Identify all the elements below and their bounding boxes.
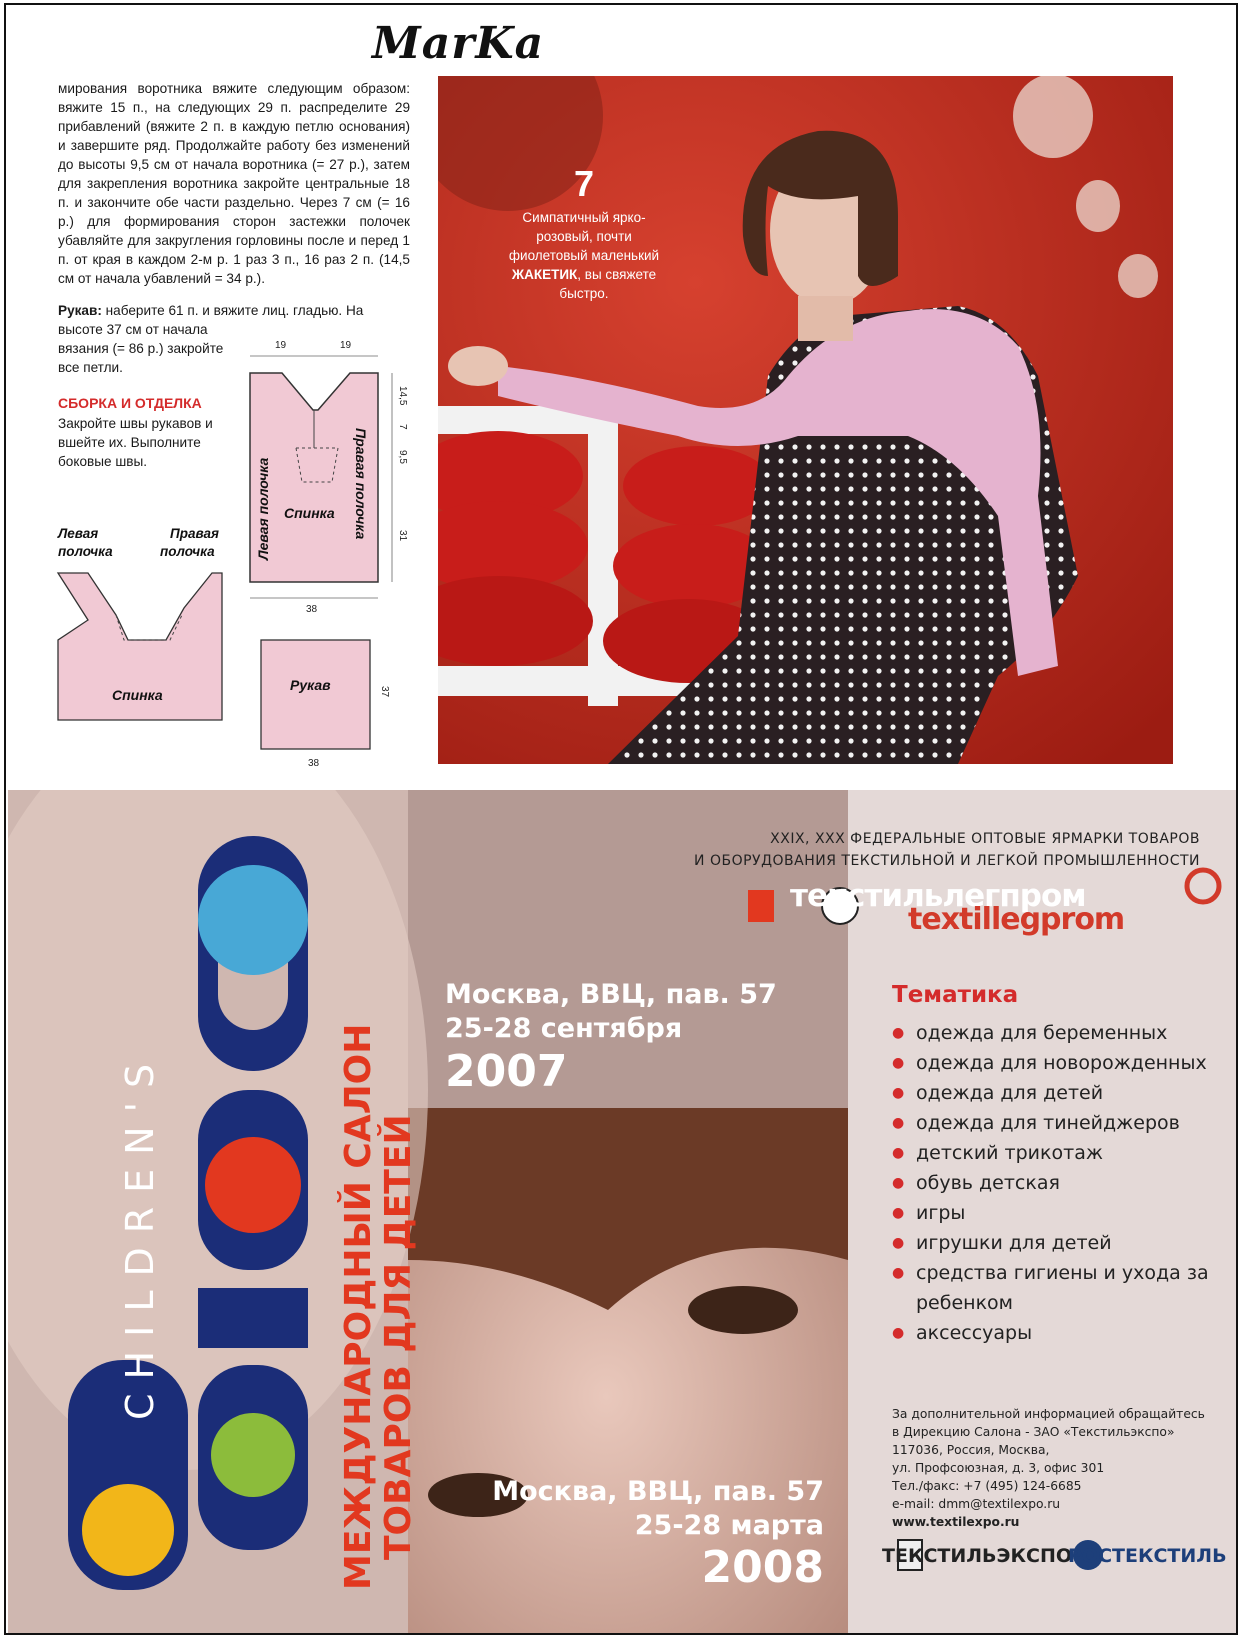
themes-title: Тематика: [892, 982, 1019, 1008]
event1-place: Москва, ВВЦ, пав. 57: [445, 979, 777, 1010]
sleeve-text: наберите 61 п. и вяжите лиц. гладью. На высоте 37 см от начала: [58, 303, 364, 337]
caption-number: 7: [574, 163, 595, 204]
textilexpo-logo: ТЕКСТИЛЬЭКСПО: [882, 1545, 1073, 1567]
back-label-2: Спинка: [112, 687, 163, 703]
child-eye-1: [688, 1286, 798, 1334]
pillow-4: [623, 446, 773, 526]
mirror-3: [1118, 254, 1158, 298]
small-left-1: Левая: [58, 526, 99, 541]
theme-item: ● одежда для новорожденных: [892, 1048, 1216, 1078]
left-front-label: Левая полочка: [255, 457, 271, 560]
event2-dates: 25-28 марта: [634, 1510, 824, 1541]
salon-o-red: [205, 1137, 301, 1233]
contact-line: За дополнительной информацией обращайтесь: [892, 1407, 1205, 1421]
fair-header-2: И ОБОРУДОВАНИЯ ТЕКСТИЛЬНОЙ И ЛЕГКОЙ ПРОМЫШЛЕННОСТИ: [694, 853, 1200, 869]
small-right-1: Правая: [170, 526, 219, 541]
photo-caption: [508, 208, 660, 303]
moscow-emblem: [748, 890, 774, 922]
sleeve-text-2: вязания (= 86 р.) закройте все петли.: [58, 341, 224, 375]
right-front-label: Правая полочка: [353, 428, 369, 540]
brand-en: textillegprom: [908, 902, 1125, 937]
theme-item: ● одежда для беременных: [892, 1018, 1216, 1048]
event-2007: [445, 978, 777, 1098]
fair-header: [580, 828, 1200, 872]
theme-item: ● детский трикотаж: [892, 1138, 1216, 1168]
small-left-2: полочка: [58, 544, 113, 559]
theme-item: ● одежда для детей: [892, 1078, 1216, 1108]
caption-bold: ЖАКЕТИК: [511, 267, 578, 282]
theme-item: ● аксессуары: [892, 1318, 1216, 1348]
salon-subtitle-2: ТОВАРОВ ДЛЯ ДЕТЕЙ: [378, 1114, 419, 1560]
dim-7: 7: [397, 424, 408, 430]
event2-place: Москва, ВВЦ, пав. 57: [492, 1476, 824, 1507]
event-2008: [492, 1475, 824, 1593]
small-right-2: полочка: [160, 544, 215, 559]
neck: [798, 296, 853, 341]
contact-info: [892, 1405, 1205, 1531]
assembly-title: СБОРКА И ОТДЕЛКА: [58, 395, 202, 411]
dim-37: 37: [379, 686, 390, 698]
childrens-vertical: CHILDREN'S: [118, 1049, 162, 1420]
salon-s-yellow: [82, 1484, 174, 1576]
mirror-1: [1013, 76, 1093, 158]
caption-pre: Симпатичный ярко-розовый, почти фиолетовый маленький: [508, 210, 660, 263]
theme-item: ● игры: [892, 1198, 1216, 1228]
themes-list: [892, 1018, 1216, 1348]
contact-line: 117036, Россия, Москва,: [892, 1443, 1050, 1457]
dim-14-5: 14,5: [397, 386, 408, 406]
event2-year: 2008: [701, 1542, 824, 1593]
theme-item: ● средства гигиены и ухода за ребенком: [892, 1258, 1216, 1318]
dim-19a: 19: [275, 340, 287, 351]
dim-19b: 19: [340, 340, 352, 351]
dim-38b: 38: [308, 758, 320, 769]
caption-post: , вы свяжете быстро.: [559, 267, 657, 301]
theme-item: ● одежда для тинейджеров: [892, 1108, 1216, 1138]
pattern-diagram: [0, 0, 438, 790]
theme-item: ● игрушки для детей: [892, 1228, 1216, 1258]
contact-line: Тел./факс: +7 (495) 124-6685: [892, 1479, 1082, 1493]
watermark: MarKa: [372, 18, 545, 69]
contact-line: в Дирекцию Салона - ЗАО «Текстильэкспо»: [892, 1425, 1175, 1439]
model-photo: [438, 76, 1173, 764]
rostextile-logo: РОСТЕКСТИЛЬ: [1068, 1545, 1227, 1567]
sleeve-label: Рукав: [290, 677, 331, 693]
mirror-2: [1076, 180, 1120, 232]
assembly-text: Закройте швы рукавов и вшейте их. Выполните боковые швы.: [58, 416, 213, 469]
sleeve-label-inline: Рукав:: [58, 303, 102, 318]
contact-line: ул. Профсоюзная, д. 3, офис 301: [892, 1461, 1105, 1475]
salon-o-blue: [198, 865, 308, 975]
contact-url[interactable]: www.textilexpo.ru: [892, 1515, 1020, 1529]
dim-9-5: 9,5: [397, 450, 408, 464]
salon-subtitle-1: МЕЖДУНАРОДНЫЙ САЛОН: [338, 1023, 379, 1590]
back-label-1: Спинка: [284, 505, 335, 521]
event1-year: 2007: [445, 1046, 568, 1097]
salon-a-green: [211, 1413, 295, 1497]
event1-dates: 25-28 сентября: [445, 1013, 683, 1044]
hand: [448, 346, 508, 386]
photo-illustration: [438, 76, 1173, 764]
instructions-collar: мирования воротника вяжите следующим образом: вяжите 15 п., на следующих 29 п. распределите 29 прибавлений (вяжите 2 п. в каждую петлю основания) и завершите ряд. Продолжайте работу без изменений до высоты 9,5 см от начала воротника (= 27 р.), затем для закрепления воротника закройте центральные 18 п. и закончите обе части раздельно. Через 7 см (= 16 р.) для формирования сторон застежки полочек убавляйте для закругления горловины после и перед 1 п. от края в каждом 2-м р. 1 раз 3 п., 16 раз 2 п. (14,5 см от начала убавлений = 34 р.).: [58, 81, 410, 286]
dim-38a: 38: [306, 604, 318, 615]
dim-31: 31: [397, 530, 408, 542]
sleeve-piece: [261, 640, 370, 749]
brand-ru: текстильлегпром: [790, 878, 1086, 914]
fair-header-1: XXIX, XXX ФЕДЕРАЛЬНЫЕ ОПТОВЫЕ ЯРМАРКИ ТОВАРОВ: [770, 831, 1200, 847]
contact-line: e-mail: dmm@textilexpo.ru: [892, 1497, 1061, 1511]
theme-item: ● обувь детская: [892, 1168, 1216, 1198]
salon-l: [198, 1288, 308, 1348]
